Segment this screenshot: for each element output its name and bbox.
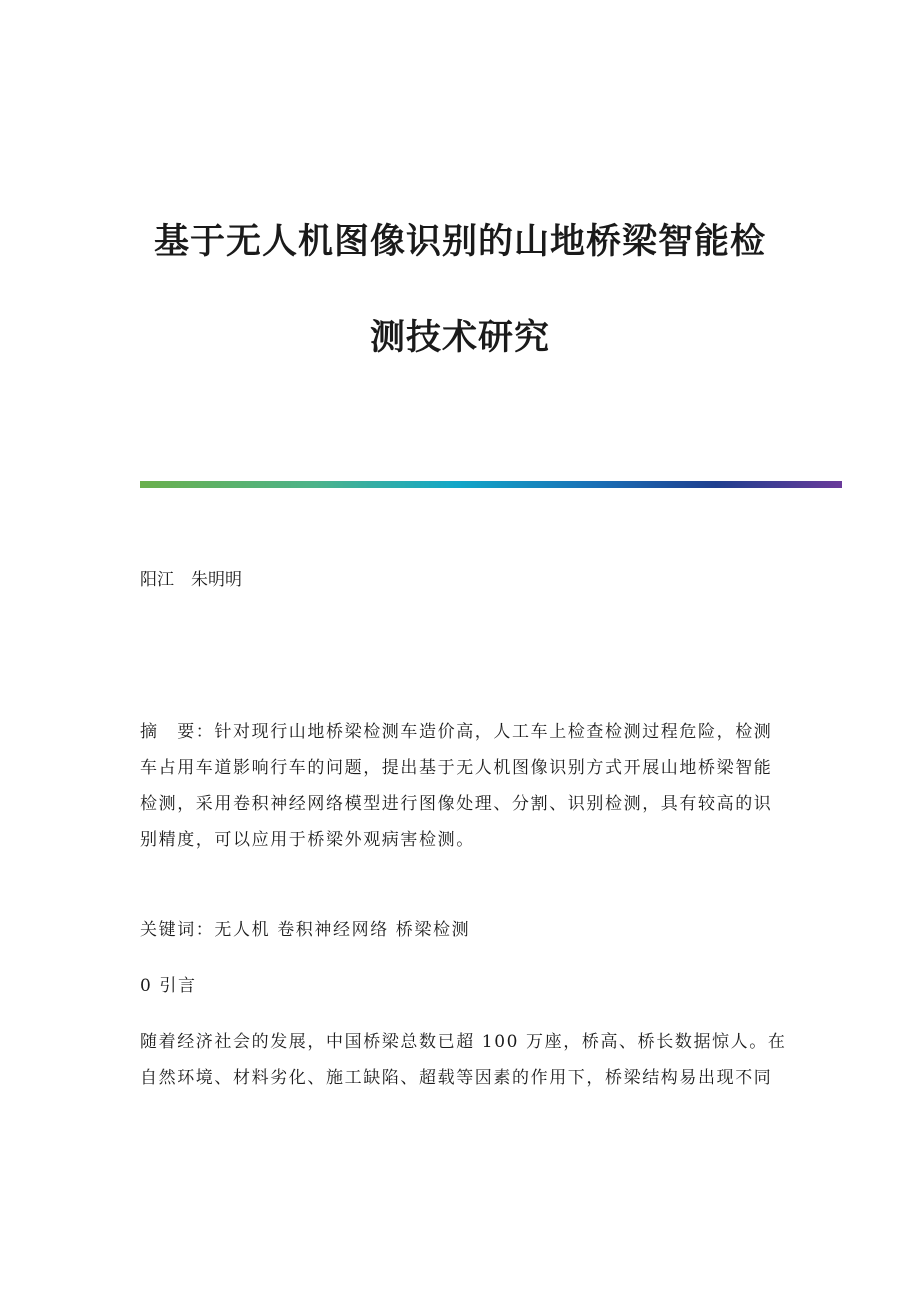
keywords: 关键词：无人机 卷积神经网络 桥梁检测 [140,920,471,940]
abstract [140,714,774,858]
abstract-line: 车占用车道影响行车的问题，提出基于无人机图像识别方式开展山地桥梁智能 [140,758,773,778]
paper-title-line-2: 测技术研究 [369,317,550,358]
gradient-divider [140,481,842,488]
author-line: 阳江 朱明明 [140,570,242,590]
abstract-line: 检测，采用卷积神经网络模型进行图像处理、分割、识别检测，具有较高的识 [140,794,773,814]
body-line: 随着经济社会的发展，中国桥梁总数已超 100 万座，桥高、桥长数据惊人。在 [140,1032,787,1052]
paper-title-line-1: 基于无人机图像识别的山地桥梁智能检 [153,221,766,262]
abstract-line: 摘 要：针对现行山地桥梁检测车造价高，人工车上检查检测过程危险，检测 [140,722,773,742]
body-line: 自然环境、材料劣化、施工缺陷、超载等因素的作用下，桥梁结构易出现不同 [140,1068,773,1088]
section-heading: 0 引言 [140,976,197,996]
body-paragraph [140,1024,787,1096]
abstract-line: 别精度，可以应用于桥梁外观病害检测。 [140,830,475,850]
